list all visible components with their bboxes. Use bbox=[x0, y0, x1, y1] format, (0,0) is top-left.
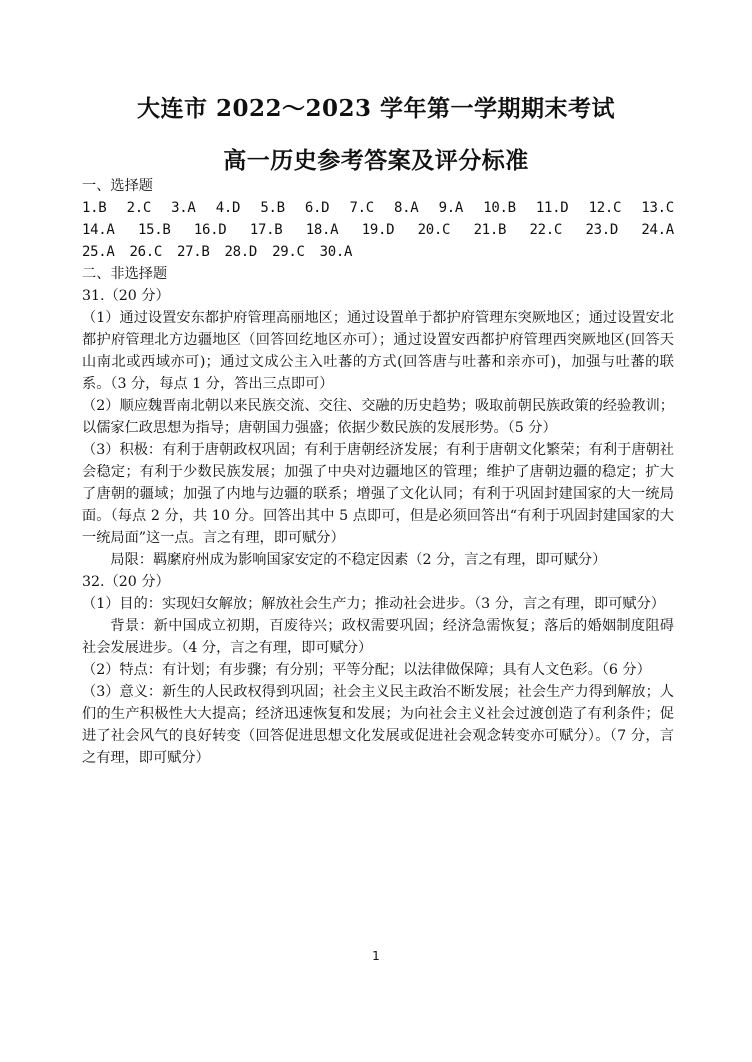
document-subtitle: 高一历史参考答案及评分标准 bbox=[223, 147, 529, 174]
answer-item: 6.D bbox=[304, 200, 330, 216]
question-31-label: 31.（20 分） bbox=[82, 288, 170, 304]
question-32-label: 32.（20 分） bbox=[82, 574, 170, 590]
answer-item: 2.C bbox=[126, 200, 151, 216]
answer-item: 30.A bbox=[319, 244, 353, 260]
answer-row bbox=[82, 241, 674, 263]
answer-item: 8.A bbox=[394, 200, 419, 216]
answer-item: 28.D bbox=[224, 244, 258, 260]
answer-item: 20.C bbox=[417, 222, 451, 238]
answer-item: 3.A bbox=[171, 200, 196, 216]
answer-item: 15.B bbox=[137, 222, 171, 238]
question-31-limitation: 局限：羁縻府州成为影响国家安定的不稳定因素（2 分，言之有理，即可赋分） bbox=[110, 552, 607, 568]
question-32-part-3: （3）意义：新生的人民政权得到巩固；社会主义民主政治不断发展；社会生产力得到解放；人们的生产积极性大大提高；经济迅速恢复和发展；为向社会主义社会过渡创造了有利条件；促进了社会风气的良好转变（回答促进思想文化发展或促进社会观念转变亦可赋分）。（7 分，言之有理，即可赋分） bbox=[82, 684, 674, 766]
answer-item: 1.B bbox=[82, 200, 107, 216]
answer-key bbox=[82, 197, 674, 263]
answer-item: 24.A bbox=[641, 222, 674, 238]
answer-item: 12.C bbox=[588, 200, 622, 216]
answer-item: 18.A bbox=[305, 222, 339, 238]
answer-item: 9.A bbox=[438, 200, 464, 216]
answer-item: 11.D bbox=[535, 200, 569, 216]
answer-item: 25.A bbox=[82, 244, 115, 260]
answer-item: 10.B bbox=[483, 200, 516, 216]
answer-row bbox=[82, 219, 674, 241]
answer-item: 27.B bbox=[177, 244, 210, 260]
answer-item: 17.B bbox=[249, 222, 283, 238]
question-32-part-1: （1）目的：实现妇女解放；解放社会生产力；推动社会进步。（3 分，言之有理，即可赋分） bbox=[82, 596, 665, 612]
answer-item: 23.D bbox=[585, 222, 618, 238]
answer-row bbox=[82, 197, 674, 219]
answer-item: 4.D bbox=[215, 200, 241, 216]
document-body bbox=[82, 175, 674, 769]
answer-item: 22.C bbox=[529, 222, 563, 238]
answer-item: 16.D bbox=[193, 222, 227, 238]
answer-item: 26.C bbox=[129, 244, 163, 260]
section-heading-choice: 一、选择题 bbox=[82, 178, 153, 194]
answer-item: 14.A bbox=[82, 222, 115, 238]
question-32-part-2: （2）特点：有计划；有步骤；有分别；平等分配；以法律做保障；具有人文色彩。（6 分） bbox=[82, 662, 651, 678]
page-number: 1 bbox=[372, 949, 380, 963]
answer-item: 13.C bbox=[641, 200, 674, 216]
section-heading-nonchoice: 二、非选择题 bbox=[82, 266, 168, 282]
answer-item: 21.B bbox=[473, 222, 507, 238]
answer-item: 7.C bbox=[349, 200, 374, 216]
question-31-part-3: （3）积极：有利于唐朝政权巩固；有利于唐朝经济发展；有利于唐朝文化繁荣；有利于唐朝社会稳定；有利于少数民族发展；加强了中央对边疆地区的管理；维护了唐朝边疆的稳定；扩大了唐朝的疆域；加强了内地与边疆的联系；增强了文化认同；有利于巩固封建国家的大一统局面。（每点 2 分，共 10 分。回答出其中 5 点即可，但是必须回答出“有利于巩固封建国家的大一统局面”这一点。言之有理，即可赋分） bbox=[82, 442, 674, 546]
question-31-part-1: （1）通过设置安东都护府管理高丽地区；通过设置单于都护府管理东突厥地区；通过设置安北都护府管理北方边疆地区（回答回纥地区亦可）；通过设置安西都护府管理西突厥地区(回答天山南北或西域亦可)；通过文成公主入吐蕃的方式(回答唐与吐蕃和亲亦可)，加强与吐蕃的联系。（3 分，每点 1 分，答出三点即可） bbox=[82, 310, 674, 392]
question-32-background: 背景：新中国成立初期，百废待兴；政权需要巩固；经济急需恢复；落后的婚姻制度阻碍社会发展进步。（4 分，言之有理，即可赋分） bbox=[82, 618, 674, 656]
answer-item: 5.B bbox=[260, 200, 285, 216]
document-title: 大连市 2022～2023 学年第一学期期末考试 bbox=[136, 95, 616, 122]
answer-item: 29.C bbox=[272, 244, 305, 260]
question-31-part-2: （2）顺应魏晋南北朝以来民族交流、交往、交融的历史趋势；吸取前朝民族政策的经验教训；以儒家仁政思想为指导；唐朝国力强盛；依据少数民族的发展形势。（5 分） bbox=[82, 398, 674, 436]
answer-item: 19.D bbox=[361, 222, 395, 238]
